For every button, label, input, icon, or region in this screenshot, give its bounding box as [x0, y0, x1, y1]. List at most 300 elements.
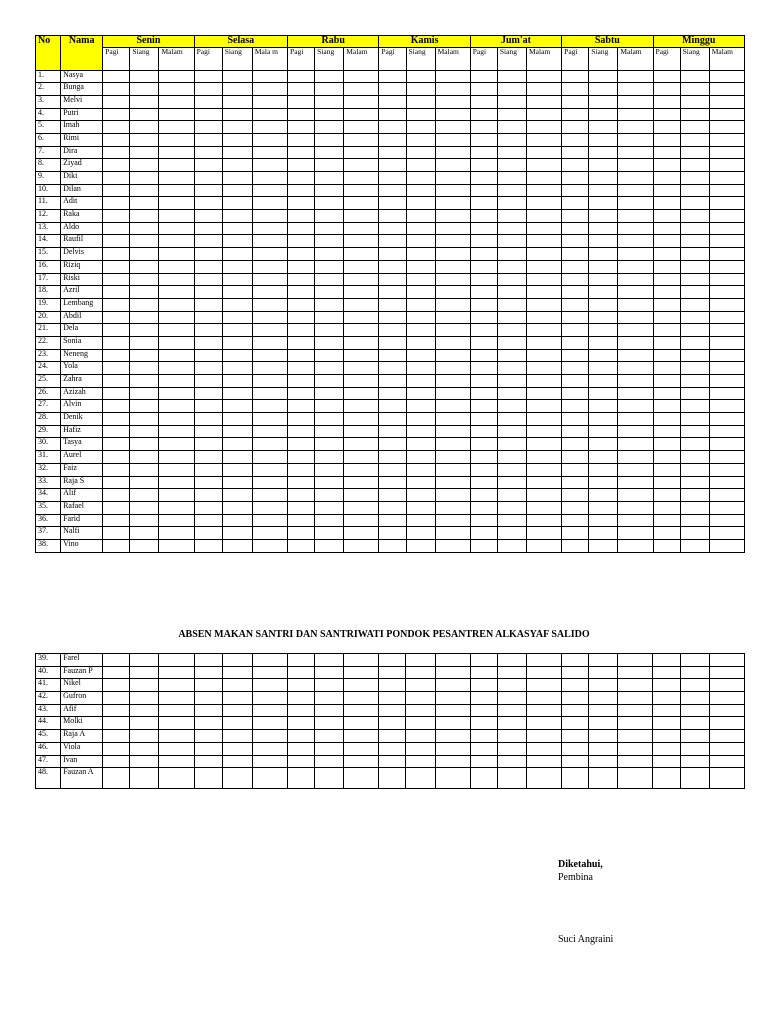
col-header-session: Mala m — [252, 47, 287, 70]
attendance-cell — [497, 349, 526, 362]
attendance-cell — [379, 527, 406, 540]
attendance-cell — [222, 146, 252, 159]
attendance-cell — [406, 501, 435, 514]
attendance-cell — [222, 159, 252, 172]
table-row — [36, 121, 745, 134]
attendance-cell — [406, 666, 435, 679]
attendance-cell — [252, 717, 287, 730]
attendance-cell — [159, 133, 194, 146]
attendance-cell — [709, 286, 744, 299]
attendance-cell — [653, 514, 680, 527]
attendance-cell — [130, 666, 159, 679]
attendance-cell — [406, 362, 435, 375]
attendance-cell — [526, 336, 561, 349]
attendance-cell — [315, 501, 344, 514]
attendance-cell — [562, 210, 589, 223]
student-name: Riski — [61, 273, 103, 286]
attendance-cell — [653, 70, 680, 83]
student-name: Sonia — [61, 336, 103, 349]
attendance-cell — [159, 666, 194, 679]
attendance-cell — [103, 184, 130, 197]
attendance-cell — [379, 235, 406, 248]
attendance-cell — [562, 248, 589, 261]
attendance-cell — [562, 539, 589, 552]
attendance-cell — [406, 425, 435, 438]
attendance-cell — [470, 413, 497, 426]
attendance-cell — [680, 425, 709, 438]
row-number: 32. — [36, 463, 61, 476]
attendance-cell — [252, 375, 287, 388]
attendance-cell — [497, 400, 526, 413]
table-row — [36, 489, 745, 502]
student-name: Bunga — [61, 83, 103, 96]
attendance-cell — [680, 400, 709, 413]
attendance-cell — [562, 400, 589, 413]
attendance-cell — [252, 70, 287, 83]
attendance-cell — [680, 375, 709, 388]
attendance-cell — [406, 260, 435, 273]
attendance-cell — [159, 121, 194, 134]
student-name: Lembang — [61, 298, 103, 311]
attendance-cell — [315, 387, 344, 400]
attendance-cell — [222, 172, 252, 185]
attendance-cell — [252, 438, 287, 451]
attendance-cell — [618, 654, 653, 667]
attendance-cell — [315, 108, 344, 121]
attendance-cell — [103, 362, 130, 375]
table-row — [36, 324, 745, 337]
attendance-cell — [130, 514, 159, 527]
attendance-cell — [379, 654, 406, 667]
attendance-cell — [288, 527, 315, 540]
attendance-cell — [680, 539, 709, 552]
attendance-cell — [435, 70, 470, 83]
attendance-cell — [252, 514, 287, 527]
attendance-cell — [103, 539, 130, 552]
attendance-cell — [103, 95, 130, 108]
student-name: Farel — [61, 654, 103, 667]
attendance-cell — [194, 666, 222, 679]
student-name: Gufron — [61, 692, 103, 705]
attendance-cell — [470, 146, 497, 159]
attendance-cell — [222, 438, 252, 451]
student-name: Dilan — [61, 184, 103, 197]
attendance-cell — [680, 260, 709, 273]
row-number: 15. — [36, 248, 61, 261]
table-row — [36, 197, 745, 210]
attendance-cell — [222, 666, 252, 679]
attendance-cell — [194, 235, 222, 248]
col-header-session: Pagi — [103, 47, 130, 70]
col-header-session: Siang — [589, 47, 618, 70]
row-number: 14. — [36, 235, 61, 248]
attendance-cell — [435, 425, 470, 438]
attendance-cell — [406, 717, 435, 730]
attendance-cell — [379, 539, 406, 552]
attendance-cell — [470, 755, 497, 768]
attendance-cell — [379, 336, 406, 349]
attendance-cell — [709, 742, 744, 755]
attendance-cell — [344, 146, 379, 159]
attendance-cell — [194, 95, 222, 108]
attendance-cell — [194, 121, 222, 134]
attendance-cell — [344, 514, 379, 527]
student-name: Imah — [61, 121, 103, 134]
attendance-cell — [130, 235, 159, 248]
col-header-day: Kamis — [379, 36, 470, 48]
attendance-cell — [435, 451, 470, 464]
attendance-cell — [344, 438, 379, 451]
attendance-cell — [159, 527, 194, 540]
attendance-cell — [497, 387, 526, 400]
attendance-cell — [159, 463, 194, 476]
attendance-cell — [526, 222, 561, 235]
attendance-cell — [589, 70, 618, 83]
attendance-cell — [526, 666, 561, 679]
attendance-cell — [103, 172, 130, 185]
attendance-cell — [222, 400, 252, 413]
attendance-cell — [252, 742, 287, 755]
row-number: 17. — [36, 273, 61, 286]
attendance-cell — [435, 362, 470, 375]
attendance-cell — [315, 197, 344, 210]
attendance-cell — [194, 311, 222, 324]
col-header-session: Siang — [680, 47, 709, 70]
attendance-cell — [435, 184, 470, 197]
attendance-cell — [315, 362, 344, 375]
attendance-cell — [130, 121, 159, 134]
attendance-cell — [194, 654, 222, 667]
attendance-cell — [288, 172, 315, 185]
attendance-cell — [222, 70, 252, 83]
attendance-cell — [526, 197, 561, 210]
attendance-cell — [222, 539, 252, 552]
attendance-cell — [709, 95, 744, 108]
row-number: 41. — [36, 679, 61, 692]
attendance-cell — [497, 298, 526, 311]
attendance-cell — [288, 438, 315, 451]
attendance-cell — [497, 539, 526, 552]
attendance-cell — [159, 172, 194, 185]
attendance-cell — [709, 527, 744, 540]
attendance-cell — [103, 717, 130, 730]
attendance-cell — [618, 197, 653, 210]
attendance-cell — [344, 654, 379, 667]
attendance-cell — [497, 108, 526, 121]
attendance-cell — [680, 349, 709, 362]
attendance-cell — [130, 489, 159, 502]
attendance-cell — [653, 324, 680, 337]
attendance-cell — [653, 311, 680, 324]
attendance-cell — [618, 704, 653, 717]
attendance-cell — [379, 400, 406, 413]
attendance-cell — [406, 730, 435, 743]
attendance-cell — [709, 172, 744, 185]
student-name: Adit — [61, 197, 103, 210]
attendance-cell — [130, 159, 159, 172]
attendance-cell — [315, 717, 344, 730]
attendance-cell — [618, 248, 653, 261]
attendance-cell — [130, 210, 159, 223]
attendance-cell — [435, 527, 470, 540]
attendance-cell — [562, 654, 589, 667]
attendance-cell — [222, 463, 252, 476]
attendance-cell — [497, 730, 526, 743]
attendance-cell — [470, 654, 497, 667]
student-name: Raja A — [61, 730, 103, 743]
attendance-cell — [315, 463, 344, 476]
attendance-cell — [435, 400, 470, 413]
attendance-cell — [680, 172, 709, 185]
attendance-cell — [497, 222, 526, 235]
attendance-cell — [435, 172, 470, 185]
attendance-cell — [562, 235, 589, 248]
attendance-cell — [562, 362, 589, 375]
attendance-cell — [344, 95, 379, 108]
col-header-session: Siang — [497, 47, 526, 70]
attendance-cell — [159, 336, 194, 349]
attendance-cell — [252, 159, 287, 172]
attendance-cell — [159, 451, 194, 464]
attendance-cell — [103, 476, 130, 489]
attendance-cell — [435, 248, 470, 261]
attendance-cell — [562, 336, 589, 349]
attendance-cell — [379, 70, 406, 83]
attendance-cell — [288, 463, 315, 476]
attendance-cell — [315, 349, 344, 362]
col-header-session: Pagi — [470, 47, 497, 70]
attendance-cell — [379, 108, 406, 121]
attendance-cell — [589, 95, 618, 108]
attendance-cell — [653, 730, 680, 743]
row-number: 12. — [36, 210, 61, 223]
attendance-cell — [379, 463, 406, 476]
attendance-cell — [344, 451, 379, 464]
attendance-cell — [470, 286, 497, 299]
attendance-cell — [252, 349, 287, 362]
attendance-cell — [435, 375, 470, 388]
attendance-cell — [344, 666, 379, 679]
attendance-cell — [470, 539, 497, 552]
attendance-cell — [709, 146, 744, 159]
attendance-cell — [315, 121, 344, 134]
attendance-cell — [344, 489, 379, 502]
attendance-cell — [526, 387, 561, 400]
row-number: 29. — [36, 425, 61, 438]
attendance-cell — [379, 349, 406, 362]
row-number: 36. — [36, 514, 61, 527]
attendance-cell — [709, 248, 744, 261]
table-row — [36, 413, 745, 426]
attendance-cell — [159, 184, 194, 197]
attendance-cell — [589, 286, 618, 299]
attendance-cell — [344, 159, 379, 172]
table-row — [36, 717, 745, 730]
attendance-cell — [222, 717, 252, 730]
col-header-session: Malam — [435, 47, 470, 70]
attendance-cell — [653, 159, 680, 172]
attendance-cell — [194, 755, 222, 768]
attendance-cell — [315, 704, 344, 717]
attendance-cell — [344, 755, 379, 768]
attendance-cell — [562, 95, 589, 108]
attendance-cell — [130, 286, 159, 299]
attendance-cell — [103, 146, 130, 159]
attendance-cell — [618, 755, 653, 768]
attendance-cell — [194, 70, 222, 83]
attendance-cell — [222, 387, 252, 400]
attendance-cell — [344, 539, 379, 552]
attendance-cell — [406, 70, 435, 83]
attendance-cell — [526, 742, 561, 755]
attendance-cell — [288, 260, 315, 273]
attendance-cell — [470, 679, 497, 692]
student-name: Putri — [61, 108, 103, 121]
attendance-cell — [435, 235, 470, 248]
attendance-cell — [252, 222, 287, 235]
attendance-cell — [526, 172, 561, 185]
attendance-cell — [252, 527, 287, 540]
attendance-cell — [653, 400, 680, 413]
attendance-cell — [680, 133, 709, 146]
attendance-cell — [159, 197, 194, 210]
attendance-cell — [470, 463, 497, 476]
attendance-cell — [159, 108, 194, 121]
student-name: Azril — [61, 286, 103, 299]
attendance-cell — [470, 425, 497, 438]
attendance-cell — [379, 260, 406, 273]
attendance-cell — [435, 755, 470, 768]
attendance-cell — [194, 324, 222, 337]
attendance-cell — [562, 133, 589, 146]
attendance-cell — [159, 679, 194, 692]
attendance-cell — [103, 400, 130, 413]
row-number: 30. — [36, 438, 61, 451]
attendance-cell — [344, 197, 379, 210]
table-row — [36, 501, 745, 514]
attendance-cell — [315, 413, 344, 426]
table-row — [36, 172, 745, 185]
attendance-cell — [589, 666, 618, 679]
attendance-cell — [288, 210, 315, 223]
attendance-cell — [470, 704, 497, 717]
attendance-cell — [194, 438, 222, 451]
attendance-cell — [526, 679, 561, 692]
attendance-cell — [315, 311, 344, 324]
attendance-cell — [288, 666, 315, 679]
attendance-cell — [618, 463, 653, 476]
attendance-cell — [709, 679, 744, 692]
attendance-cell — [435, 387, 470, 400]
attendance-cell — [103, 222, 130, 235]
attendance-cell — [470, 387, 497, 400]
attendance-cell — [497, 527, 526, 540]
attendance-cell — [379, 387, 406, 400]
attendance-cell — [315, 222, 344, 235]
attendance-cell — [435, 311, 470, 324]
attendance-cell — [589, 425, 618, 438]
attendance-cell — [222, 476, 252, 489]
attendance-cell — [653, 362, 680, 375]
table-row — [36, 375, 745, 388]
attendance-cell — [315, 768, 344, 789]
attendance-cell — [526, 83, 561, 96]
attendance-cell — [435, 438, 470, 451]
attendance-cell — [618, 260, 653, 273]
attendance-cell — [315, 133, 344, 146]
attendance-cell — [406, 375, 435, 388]
attendance-cell — [159, 654, 194, 667]
attendance-cell — [562, 768, 589, 789]
student-name: Vino — [61, 539, 103, 552]
attendance-cell — [130, 108, 159, 121]
attendance-cell — [618, 717, 653, 730]
attendance-cell — [288, 476, 315, 489]
attendance-cell — [406, 654, 435, 667]
attendance-cell — [653, 121, 680, 134]
table-row — [36, 133, 745, 146]
attendance-cell — [618, 514, 653, 527]
attendance-cell — [315, 692, 344, 705]
attendance-cell — [406, 159, 435, 172]
row-number: 31. — [36, 451, 61, 464]
table-row — [36, 387, 745, 400]
attendance-cell — [194, 387, 222, 400]
attendance-cell — [406, 210, 435, 223]
attendance-cell — [103, 210, 130, 223]
attendance-cell — [288, 133, 315, 146]
attendance-cell — [709, 83, 744, 96]
attendance-cell — [222, 273, 252, 286]
attendance-cell — [344, 298, 379, 311]
attendance-cell — [589, 476, 618, 489]
attendance-cell — [589, 133, 618, 146]
attendance-cell — [470, 210, 497, 223]
attendance-cell — [435, 666, 470, 679]
attendance-cell — [562, 451, 589, 464]
attendance-cell — [288, 755, 315, 768]
attendance-cell — [497, 501, 526, 514]
attendance-cell — [103, 692, 130, 705]
attendance-cell — [497, 311, 526, 324]
attendance-cell — [194, 159, 222, 172]
attendance-cell — [130, 527, 159, 540]
attendance-cell — [406, 438, 435, 451]
attendance-cell — [526, 730, 561, 743]
attendance-cell — [315, 260, 344, 273]
attendance-cell — [589, 311, 618, 324]
attendance-cell — [315, 679, 344, 692]
attendance-cell — [562, 70, 589, 83]
attendance-cell — [130, 197, 159, 210]
student-name: Riziq — [61, 260, 103, 273]
table-row — [36, 108, 745, 121]
attendance-cell — [618, 742, 653, 755]
attendance-cell — [562, 527, 589, 540]
attendance-cell — [103, 527, 130, 540]
attendance-cell — [653, 286, 680, 299]
attendance-cell — [653, 375, 680, 388]
attendance-cell — [194, 489, 222, 502]
attendance-cell — [589, 273, 618, 286]
attendance-cell — [159, 159, 194, 172]
attendance-cell — [379, 425, 406, 438]
attendance-cell — [406, 387, 435, 400]
attendance-cell — [470, 70, 497, 83]
attendance-cell — [252, 400, 287, 413]
attendance-cell — [159, 362, 194, 375]
attendance-cell — [709, 387, 744, 400]
